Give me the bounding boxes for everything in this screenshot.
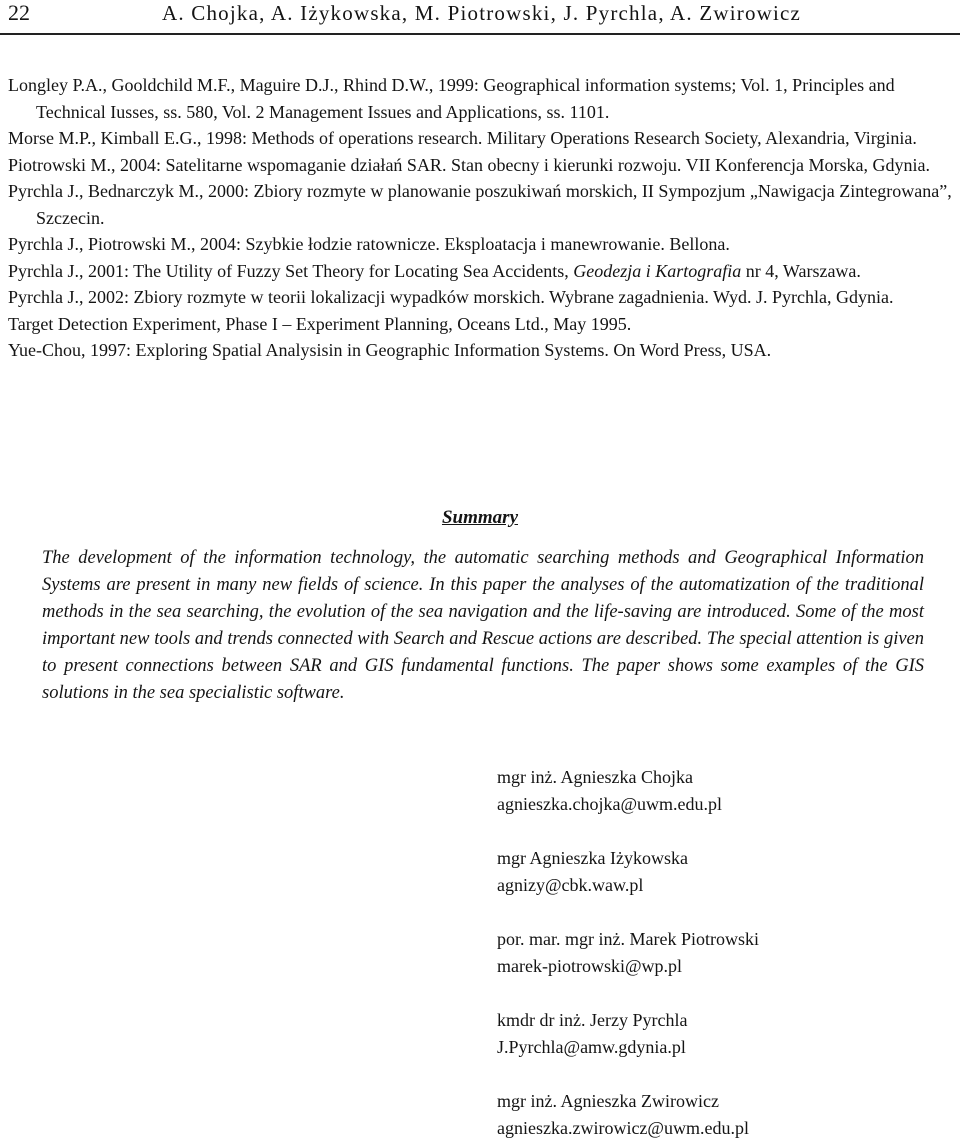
header-rule (0, 33, 960, 35)
author-name: mgr Agnieszka Iżykowska (497, 848, 688, 868)
reference-item: Pyrchla J., Piotrowski M., 2004: Szybkie łodzie ratownicze. Eksploatacja i manewrowanie. Bellona. (8, 234, 730, 254)
reference-item: Yue-Chou, 1997: Exploring Spatial Analysisin in Geographic Information Systems. On Word Press, USA. (8, 340, 772, 360)
author-email: J.Pyrchla@amw.gdynia.pl (497, 1037, 686, 1057)
author-email: agnieszka.chojka@uwm.edu.pl (497, 794, 723, 814)
author-email: marek-piotrowski@wp.pl (497, 956, 683, 976)
reference-item: Target Detection Experiment, Phase I – Experiment Planning, Oceans Ltd., May 1995. (8, 313, 632, 334)
author-name: mgr inż. Agnieszka Chojka (497, 767, 693, 787)
reference-item: Morse M.P., Kimball E.G., 1998: Methods of operations research. Military Operations Research Society, Alexandria, Virginia. (8, 128, 917, 148)
author-block (497, 926, 937, 980)
author-name: kmdr dr inż. Jerzy Pyrchla (497, 1010, 688, 1030)
author-email: agnizy@cbk.waw.pl (497, 875, 644, 895)
reference-item: Piotrowski M., 2004: Satelitarne wspomaganie działań SAR. Stan obecny i kierunki rozwoju. VII Konferencja Morska, Gdynia. (8, 154, 930, 175)
page-header (0, 0, 960, 40)
summary-heading: Summary (441, 507, 519, 528)
author-block (497, 845, 937, 899)
reference-item: Pyrchla J., 2001: The Utility of Fuzzy Set Theory for Locating Sea Accidents, Geodezja i Kartografia nr 4, Warszawa. (8, 260, 861, 281)
author-list (497, 764, 937, 1142)
author-name: mgr inż. Agnieszka Zwirowicz (497, 1091, 719, 1111)
author-email: agnieszka.zwirowicz@uwm.edu.pl (497, 1118, 749, 1138)
author-block (497, 764, 937, 818)
author-block (497, 1007, 937, 1061)
reference-item: Pyrchla J., 2002: Zbiory rozmyte w teorii lokalizacji wypadków morskich. Wybrane zagadnienia. Wyd. J. Pyrchla, Gdynia. (8, 287, 894, 307)
author-block (497, 1088, 937, 1142)
summary-abstract: The development of the information technology, the automatic searching methods and Geographical Information Systems are present in many new fields of science. In this paper the analyses of the automatization of the traditional methods in the sea searching, the evolution of the sea navigation and the life-saving are introduced. Some of the most important new tools and trends connected with Search and Rescue actions are described. The special attention is given to present connections between SAR and GIS fundamental functions. The paper shows some examples of the GIS solutions in the sea specialistic software. (42, 548, 924, 703)
journal-title: Geodezja i Kartografia (573, 260, 742, 281)
reference-list (8, 72, 956, 364)
reference-item: Pyrchla J., Bednarczyk M., 2000: Zbiory rozmyte w planowanie poszukiwań morskich, II Sympozjum „Nawigacja Zintegrowana”, Szczecin. (8, 181, 952, 228)
running-head: A. Chojka, A. Iżykowska, M. Piotrowski, J. Pyrchla, A. Zwirowicz (162, 1, 802, 25)
page-number: 22 (8, 0, 30, 25)
reference-item: Longley P.A., Gooldchild M.F., Maguire D.J., Rhind D.W., 1999: Geographical information systems; Vol. 1, Principles and Technical Iusses, ss. 580, Vol. 2 Management Issues and Applications, ss. 1101. (8, 75, 895, 122)
author-name: por. mar. mgr inż. Marek Piotrowski (497, 929, 759, 949)
